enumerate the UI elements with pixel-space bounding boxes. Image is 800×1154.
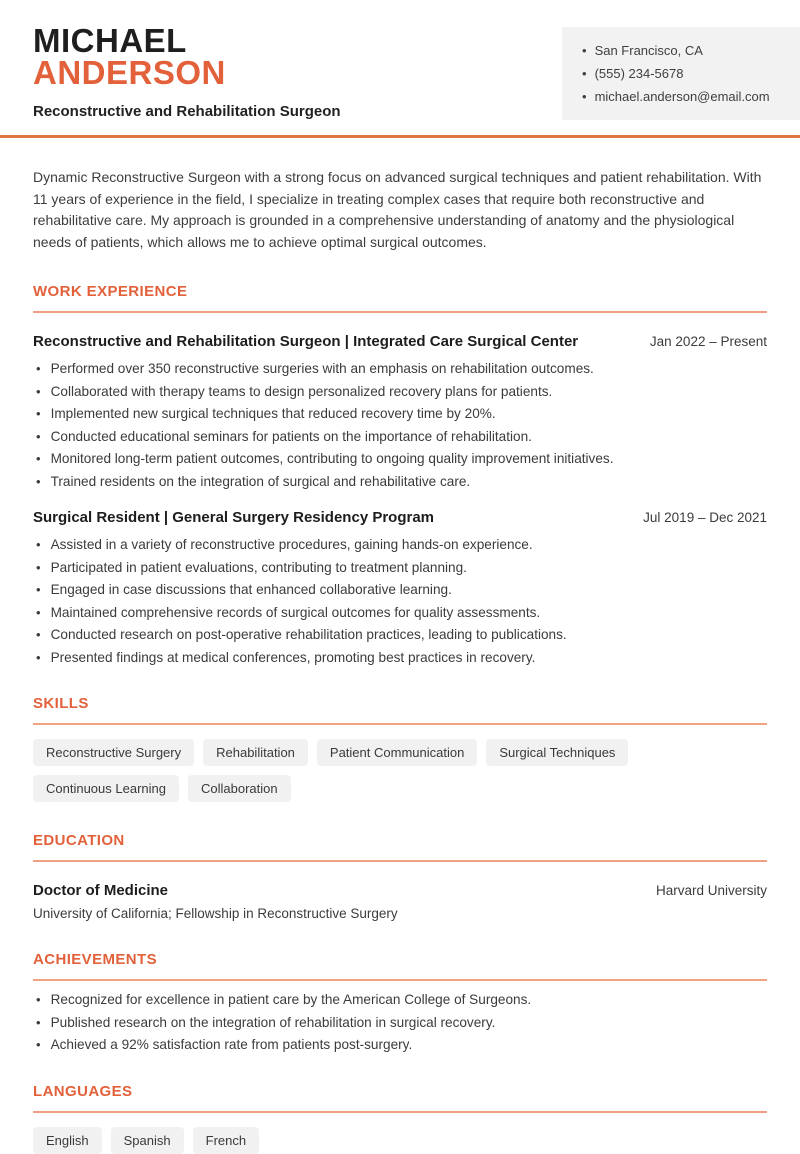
bullet-item <box>33 1016 767 1031</box>
bullet-item <box>33 651 767 666</box>
job-bullet-list <box>33 362 767 489</box>
bullet-dot-icon: • <box>36 1014 41 1030</box>
skills-tag-row <box>33 739 767 802</box>
bullet-dot-icon: • <box>582 66 587 81</box>
contact-email <box>582 85 780 108</box>
bullet-dot-icon: • <box>582 43 587 58</box>
section-rule <box>33 311 767 313</box>
header-divider <box>0 135 800 138</box>
job-dates: Jan 2022 – Present <box>649 334 767 349</box>
contact-email-text: michael.anderson@email.com <box>594 89 770 104</box>
job-dates: Jul 2019 – Dec 2021 <box>643 510 767 525</box>
bullet-dot-icon: • <box>36 604 41 620</box>
bullet-text: Presented findings at medical conferences, promoting best practices in recovery. <box>50 649 536 665</box>
bullet-item <box>33 475 767 490</box>
entry-header <box>33 509 767 526</box>
contact-phone <box>582 62 780 85</box>
bullet-item <box>33 583 767 598</box>
bullet-dot-icon: • <box>36 537 41 552</box>
bullet-text: Implemented new surgical techniques that reduced recovery time by 20%. <box>50 406 496 421</box>
skill-tag: Patient Communication <box>317 739 477 766</box>
first-name: MICHAEL <box>33 22 187 59</box>
bullet-text: Conducted educational seminars for patients on the importance of rehabilitation. <box>50 428 532 444</box>
bullet-text: Participated in patient evaluations, contributing to treatment planning. <box>50 559 467 575</box>
experience-entry <box>33 509 767 665</box>
bullet-text: Recognized for excellence in patient care by the American College of Surgeons. <box>50 992 532 1007</box>
bullet-text: Monitored long-term patient outcomes, contributing to ongoing quality improvement initiatives. <box>50 451 614 466</box>
education-details: University of California; Fellowship in Reconstructive Surgery <box>33 906 398 921</box>
summary-paragraph: Dynamic Reconstructive Surgeon with a strong focus on advanced surgical techniques and patient rehabilitation. With 11 years of experience in the field, I specialize in treating complex cases that require both reconstructive and rehabilitative care. My approach is grounded in a comprehensive understanding of anatomy and the physiological needs of patients, which allows me to achieve optimal surgical outcomes. <box>33 169 762 250</box>
bullet-dot-icon: • <box>36 559 41 575</box>
section-title-achievements: ACHIEVEMENTS <box>33 951 157 968</box>
section-rule <box>33 1111 767 1113</box>
bullet-item <box>33 628 767 643</box>
bullet-item <box>33 362 767 377</box>
bullet-dot-icon: • <box>36 383 41 399</box>
contact-location <box>582 39 780 62</box>
bullet-item <box>33 452 767 467</box>
section-title-work-experience: WORK EXPERIENCE <box>33 283 188 300</box>
identity-block <box>33 22 341 120</box>
bullet-item <box>33 407 767 422</box>
skill-tag: Collaboration <box>188 775 291 802</box>
bullet-dot-icon: • <box>36 582 41 597</box>
experience-entry <box>33 333 767 489</box>
person-name <box>33 22 341 91</box>
languages-tag-row <box>33 1127 767 1154</box>
section-title-skills: SKILLS <box>33 695 89 712</box>
education-entry <box>33 882 767 921</box>
language-tag: French <box>193 1127 259 1154</box>
job-bullet-list <box>33 538 767 665</box>
bullet-text: Maintained comprehensive records of surgical outcomes for quality assessments. <box>50 604 541 620</box>
bullet-dot-icon: • <box>582 89 587 104</box>
contact-phone-text: (555) 234-5678 <box>594 66 684 81</box>
job-title: Reconstructive and Rehabilitation Surgeon | Integrated Care Surgical Center <box>33 333 579 350</box>
bullet-dot-icon: • <box>36 649 41 665</box>
skill-tag: Reconstructive Surgery <box>33 739 194 766</box>
entry-header <box>33 333 767 350</box>
bullet-item <box>33 1038 767 1053</box>
achievements-list <box>33 993 767 1053</box>
contact-location-text: San Francisco, CA <box>594 43 703 58</box>
bullet-item <box>33 606 767 621</box>
institution-name: Harvard University <box>655 883 767 898</box>
section-rule <box>33 860 767 862</box>
header <box>33 0 770 120</box>
skill-tag: Rehabilitation <box>203 739 308 766</box>
headline: Reconstructive and Rehabilitation Surgeon <box>33 103 341 120</box>
bullet-text: Conducted research on post-operative rehabilitation practices, leading to publications. <box>50 627 567 642</box>
section-rule <box>33 723 767 725</box>
bullet-item <box>33 993 767 1008</box>
bullet-dot-icon: • <box>36 1037 41 1052</box>
bullet-dot-icon: • <box>36 627 41 642</box>
bullet-text: Published research on the integration of rehabilitation in surgical recovery. <box>50 1014 496 1030</box>
bullet-item <box>33 561 767 576</box>
bullet-text: Engaged in case discussions that enhanced collaborative learning. <box>50 582 452 597</box>
skill-tag: Surgical Techniques <box>486 739 628 766</box>
bullet-text: Achieved a 92% satisfaction rate from patients post-surgery. <box>50 1037 413 1052</box>
degree-title: Doctor of Medicine <box>33 882 169 899</box>
bullet-dot-icon: • <box>36 473 41 489</box>
language-tag: English <box>33 1127 102 1154</box>
bullet-text: Collaborated with therapy teams to design personalized recovery plans for patients. <box>50 383 553 399</box>
language-tag: Spanish <box>111 1127 184 1154</box>
section-title-education: EDUCATION <box>33 832 125 849</box>
last-name: ANDERSON <box>33 54 226 91</box>
bullet-dot-icon: • <box>36 992 41 1007</box>
bullet-text: Trained residents on the integration of surgical and rehabilitative care. <box>50 473 471 489</box>
bullet-item <box>33 430 767 445</box>
bullet-dot-icon: • <box>36 451 41 466</box>
bullet-text: Assisted in a variety of reconstructive procedures, gaining hands-on experience. <box>50 537 533 552</box>
bullet-item <box>33 385 767 400</box>
bullet-dot-icon: • <box>36 428 41 444</box>
section-title-languages: LANGUAGES <box>33 1082 133 1100</box>
bullet-dot-icon: • <box>36 361 41 376</box>
section-rule <box>33 979 767 981</box>
skill-tag: Continuous Learning <box>33 775 179 802</box>
bullet-dot-icon: • <box>36 406 41 421</box>
entry-header <box>33 882 767 899</box>
bullet-item <box>33 538 767 553</box>
contact-box <box>562 27 800 120</box>
bullet-text: Performed over 350 reconstructive surgeries with an emphasis on rehabilitation outcomes. <box>50 361 594 376</box>
job-title: Surgical Resident | General Surgery Residency Program <box>33 509 435 526</box>
